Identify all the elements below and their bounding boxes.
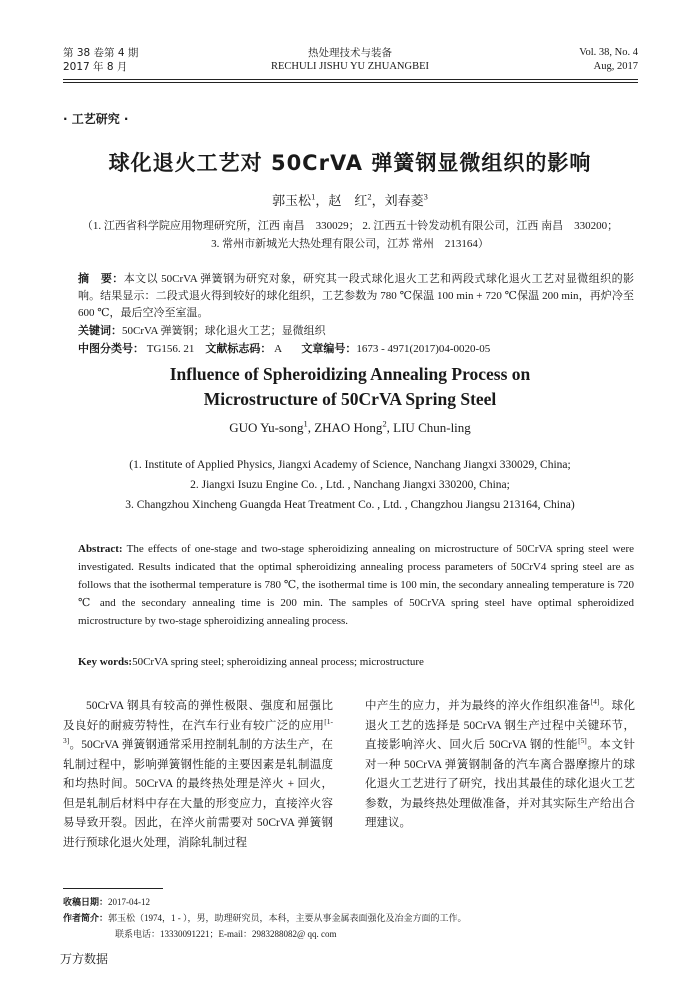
paper-title-en-line-1: Influence of Spheroidizing Annealing Process on <box>169 364 531 384</box>
header-rule-thick <box>63 79 638 80</box>
author-contact: 联系电话：13330091221；E-mail：2983288082@ qq. com <box>115 929 337 939</box>
author-3-en: , LIU Chun-ling <box>386 420 471 435</box>
author-2-en: , ZHAO Hong <box>307 420 383 435</box>
citation-5: [5] <box>578 736 587 746</box>
volume-en: Vol. 38, No. 4 <box>579 47 638 58</box>
body-left-text-2: 。50CrVA 弹簧钢通常采用控制轧制的方法生产，在轧制过程中，影响弹簧钢性能的主要因素是轧制温度和均热时间。50CrVA 的最终热处理是淬火 + 回火，但是轧制后材料中存在大量的形变应力，直接淬火容易导致开裂。因此，在淬火前需要对 50CrVA 弹簧钢进行预球化退火处理，消除轧制过程 <box>63 739 333 849</box>
footnote-rule <box>63 888 163 889</box>
author-2-affil-en: 2 <box>382 418 387 429</box>
body-right-text-3: 。本文针对一种 50CrVA 弹簧钢制备的汽车离合器摩擦片的球化退火工艺进行了研究，找出其最佳的球化退火工艺参数，为最终热处理做准备，并对其实际生产给出合理建议。 <box>365 739 636 829</box>
doc-code-label: 文献标志码： <box>205 342 272 355</box>
paper-title-cn: 球化退火工艺对 50CrVA 弹簧钢显微组织的影响 <box>108 151 592 175</box>
affiliation-cn-line-1: （1. 江西省科学院应用物理研究所，江西 南昌 330029； 2. 江西五十铃发动机有限公司，江西 南昌 330200； <box>81 220 619 232</box>
abstract-cn-text: 本文以 50CrVA 弹簧钢为研究对象，研究其一段式球化退火工艺和两段式球化退火工艺对显微组织的影响。结果显示：二段式退火得到较好的球化组织，工艺参数为 780 ℃保温 100 min + 720 ℃保温 200 min，再炉冷至 600 ℃，最后空冷至室温。 <box>78 273 634 319</box>
abstract-cn <box>78 270 634 322</box>
abstract-cn-block <box>78 270 634 358</box>
abstract-en <box>78 540 634 630</box>
paper-title-en <box>40 362 660 412</box>
header-rule-thin <box>63 82 638 83</box>
received-date <box>63 895 643 911</box>
citation-4: [4] <box>590 697 600 707</box>
running-header-center <box>200 46 500 74</box>
citation-1-3: [1-3] <box>63 716 333 746</box>
received-value: 2017-04-12 <box>108 897 151 907</box>
affiliation-cn-line-2: 3. 常州市新城光大热处理有限公司，江苏 常州 213164） <box>211 238 489 250</box>
author-3-cn: ，刘春菱 <box>371 193 424 208</box>
keywords-en-label: Key words: <box>78 656 133 668</box>
journal-name-cn: 热处理技术与装备 <box>308 47 392 59</box>
date-cn: 2017 年 8 月 <box>63 61 128 73</box>
author-bio-text: 郭玉松（1974，1 - ），男，助理研究员，本科，主要从事金属表面强化及冶金方面的工作。 <box>108 913 467 923</box>
abstract-cn-label: 摘 要： <box>78 272 124 285</box>
article-no-value: 1673 - 4971(2017)04-0020-05 <box>356 343 491 355</box>
clc-value: TG156. 21 <box>146 343 195 355</box>
paper-title-en-line-2: Microstructure of 50CrVA Spring Steel <box>203 389 497 409</box>
doc-code-value: A <box>274 343 283 355</box>
affiliations-cn <box>40 217 660 253</box>
affiliation-en-line-2: 2. Jiangxi Isuzu Engine Co. , Ltd. , Nanchang Jiangxi 330200, China; <box>190 479 510 491</box>
body-column-left <box>63 697 333 853</box>
article-no-label: 文章编号： <box>301 342 357 355</box>
keywords-cn-text: 50CrVA 弹簧钢；球化退火工艺；显微组织 <box>122 325 326 337</box>
abstract-en-text: The effects of one-stage and two-stage spheroidizing annealing on microstructure of 50CrVA spring steel were investigated. Results indicated that the optimal spheroidizing annealing process parameters of 50CrV4 spring steel are as follows that the isothermal temperature is 780 ℃, the isothermal time is 100 min, the secondary annealing temperature is 720 ℃ and the secondary annealing time is 200 min. The samples of 50CrVA spring steel have optimal spheroidized microstructure by two-stage spheroidizing annealing process. <box>78 543 634 627</box>
authors-en <box>40 420 660 436</box>
watermark-text: 万方数据 <box>60 952 109 966</box>
body-column-right <box>365 697 635 834</box>
author-1-en: GUO Yu-song <box>229 420 304 435</box>
affiliation-en-line-3: 3. Changzhou Xincheng Guangda Heat Treatment Co. , Ltd. , Changzhou Jiangsu 213164, China) <box>125 499 575 511</box>
body-right-text-1: 中产生的应力，并为最终的淬火作组织准备 <box>365 700 591 712</box>
running-header-right <box>579 46 638 74</box>
classification-line <box>78 340 634 358</box>
affiliations-en <box>40 455 660 515</box>
footnote <box>63 895 643 942</box>
author-1-affil-cn: 1 <box>311 191 316 202</box>
keywords-cn <box>78 322 634 340</box>
body-left-text-1: 50CrVA 钢具有较高的弹性极限、强度和屈强比及良好的耐疲劳特性，在汽车行业有较广泛的应用 <box>63 700 333 732</box>
author-3-affil-cn: 3 <box>423 191 428 202</box>
author-2-affil-cn: 2 <box>367 191 372 202</box>
received-label: 收稿日期： <box>63 898 109 908</box>
author-bio-label: 作者简介： <box>63 914 109 924</box>
author-1-affil-en: 1 <box>303 418 308 429</box>
date-en: Aug, 2017 <box>593 61 638 72</box>
author-bio <box>63 911 643 927</box>
clc-label: 中图分类号： <box>78 342 144 355</box>
body-right-text-2: 。球化退火工艺的选择是 50CrVA 钢生产过程中关键环节，直接影响淬火、回火后 50CrVA 钢的性能 <box>365 700 636 751</box>
journal-name-pinyin: RECHULI JISHU YU ZHUANGBEI <box>271 61 429 72</box>
abstract-en-label: Abstract: <box>78 543 123 555</box>
running-header-left <box>63 46 138 74</box>
keywords-en <box>78 653 634 671</box>
keywords-en-text: 50CrVA spring steel; spheroidizing anneal process; microstructure <box>132 656 424 668</box>
keywords-cn-label: 关键词： <box>78 324 122 337</box>
affiliation-en-line-1: (1. Institute of Applied Physics, Jiangxi Academy of Science, Nanchang Jiangxi 330029, China; <box>129 459 571 471</box>
section-tag: · 工艺研究 · <box>63 112 129 126</box>
issue-cn: 第 38 卷第 4 期 <box>63 47 139 59</box>
author-1-cn: 郭玉松 <box>272 193 312 208</box>
authors-cn <box>40 190 660 209</box>
author-2-cn: ，赵 红 <box>315 193 368 208</box>
